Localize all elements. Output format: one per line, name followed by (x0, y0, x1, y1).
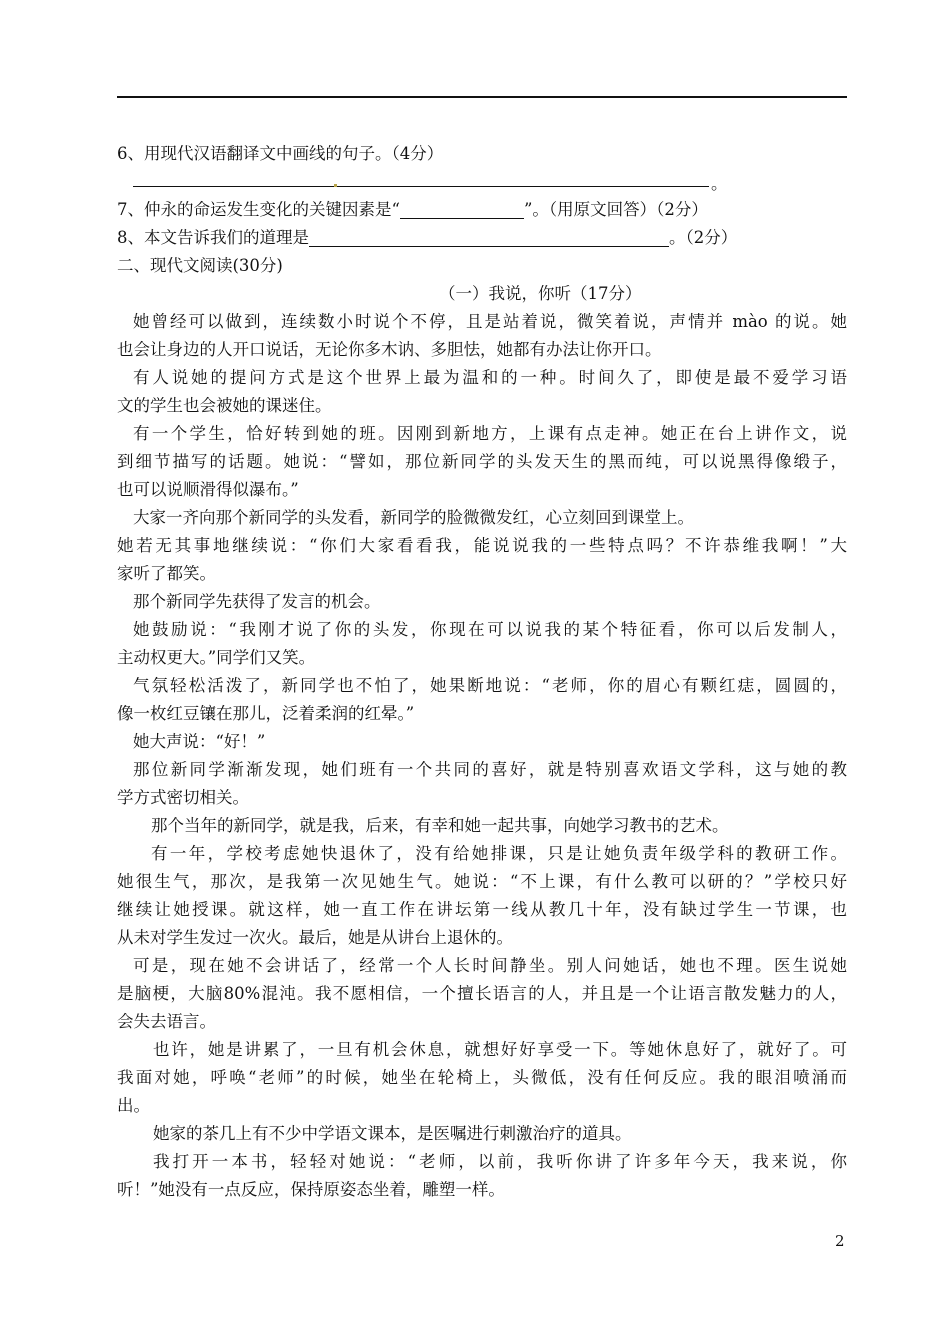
passage-line: 那个新同学先获得了发言的机会。 (133, 592, 381, 611)
passage-line: 有一年，学校考虑她快退休了，没有给她排课，只是让她负责年级学科的教研工作。 (151, 844, 847, 863)
answer-line-q6: 。 (117, 168, 847, 196)
passage-line: 继续让她授课。就这样，她一直工作在讲坛第一线从教几十年，没有缺过学生一节课，也 (117, 900, 847, 919)
answer-blank-q7[interactable] (400, 200, 524, 219)
passage-line: 她曾经可以做到，连续数小时说个不停，且是站着说，微笑着说，声情并 mào 的说。她 (133, 312, 847, 331)
passage-line: 气氛轻松活泼了，新同学也不怕了，她果断地说：“老师，你的眉心有颗红痣，圆圆的， (133, 676, 847, 695)
passage-line: 出。 (117, 1096, 150, 1115)
passage-line: 大家一齐向那个新同学的头发看，新同学的脸微微发红，心立刻回到课堂上。 (133, 508, 694, 527)
passage-line: 我打开一本书，轻轻对她说：“老师，以前，我听你讲了许多年今天，我来说，你 (153, 1152, 847, 1171)
passage-line: 她大声说：“好！” (133, 732, 266, 751)
passage-line: 会失去语言。 (117, 1012, 216, 1031)
section-title: 二、现代文阅读(30分) (117, 256, 283, 275)
passage-line: 那个当年的新同学，就是我，后来，有幸和她一起共事，向她学习教书的艺术。 (151, 816, 729, 835)
page-number: 2 (835, 1232, 845, 1250)
document-body (117, 140, 847, 1204)
passage-line: 她鼓励说：“我刚才说了你的头发，你现在可以说我的某个特征看，你可以后发制人， (133, 620, 847, 639)
question-8: 8、本文告诉我们的道理是 。（2分） (117, 228, 738, 247)
passage-subtitle: （一）我说，你听（17分） (439, 284, 642, 303)
passage-line: 也会让身边的人开口说话，无论你多木讷、多胆怯，她都有办法让你开口。 (117, 340, 662, 359)
passage-line: 学方式密切相关。 (117, 788, 249, 807)
passage-line: 从未对学生发过一次火。最后，她是从讲台上退休的。 (117, 928, 513, 947)
passage-line: 家听了都笑。 (117, 564, 216, 583)
passage-line: 到细节描写的话题。她说：“譬如，那位新同学的头发天生的黑而纯，可以说黑得像缎子， (117, 452, 847, 471)
passage-line: 也许，她是讲累了，一旦有机会休息，就想好好享受一下。等她休息好了，就好了。可 (153, 1040, 847, 1059)
passage-line: 我面对她，呼唤“老师”的时候，她坐在轮椅上，头微低，没有任何反应。我的眼泪喷涌而 (117, 1068, 847, 1087)
passage-line: 她很生气，那次，是我第一次见她生气。她说：“不上课，有什么教可以研的？”学校只好 (117, 872, 847, 891)
answer-blank-q8[interactable] (309, 228, 669, 247)
passage-line: 有一个学生，恰好转到她的班。因刚到新地方，上课有点走神。她正在台上讲作文，说 (133, 424, 847, 443)
passage-line: 是脑梗，大脑80%混沌。我不愿相信，一个擅长语言的人，并且是一个让语言散发魅力的人， (117, 984, 847, 1003)
passage-line: 可是，现在她不会讲话了，经常一个人长时间静坐。别人问她话，她也不理。医生说她 (133, 956, 847, 975)
header-rule (117, 96, 847, 98)
passage-line: 有人说她的提问方式是这个世界上最为温和的一种。时间久了，即使是最不爱学习语 (133, 368, 847, 387)
passage-line: 文的学生也会被她的课迷住。 (117, 396, 332, 415)
question-7: 7、仲永的命运发生变化的关键因素是“ ”。（用原文回答）（2分） (117, 200, 708, 219)
passage-line: 像一枚红豆镶在那儿，泛着柔润的红晕。” (117, 704, 415, 723)
passage-line: 也可以说顺滑得似瀑布。” (117, 480, 299, 499)
passage-line: 听！”她没有一点反应，保持原姿态坐着，雕塑一样。 (117, 1180, 505, 1199)
passage-line: 她家的茶几上有不少中学语文课本，是医嘱进行刺激治疗的道具。 (153, 1124, 632, 1143)
passage-line: 主动权更大。”同学们又笑。 (117, 648, 316, 667)
passage-line: 她若无其事地继续说：“你们大家看看我，能说说我的一些特点吗？不许恭维我啊！”大 (117, 536, 847, 555)
passage-line: 那位新同学渐渐发现，她们班有一个共同的喜好，就是特别喜欢语文学科，这与她的教 (133, 760, 847, 779)
question-6: 6、用现代汉语翻译文中画线的句子。（4分） (117, 144, 444, 163)
